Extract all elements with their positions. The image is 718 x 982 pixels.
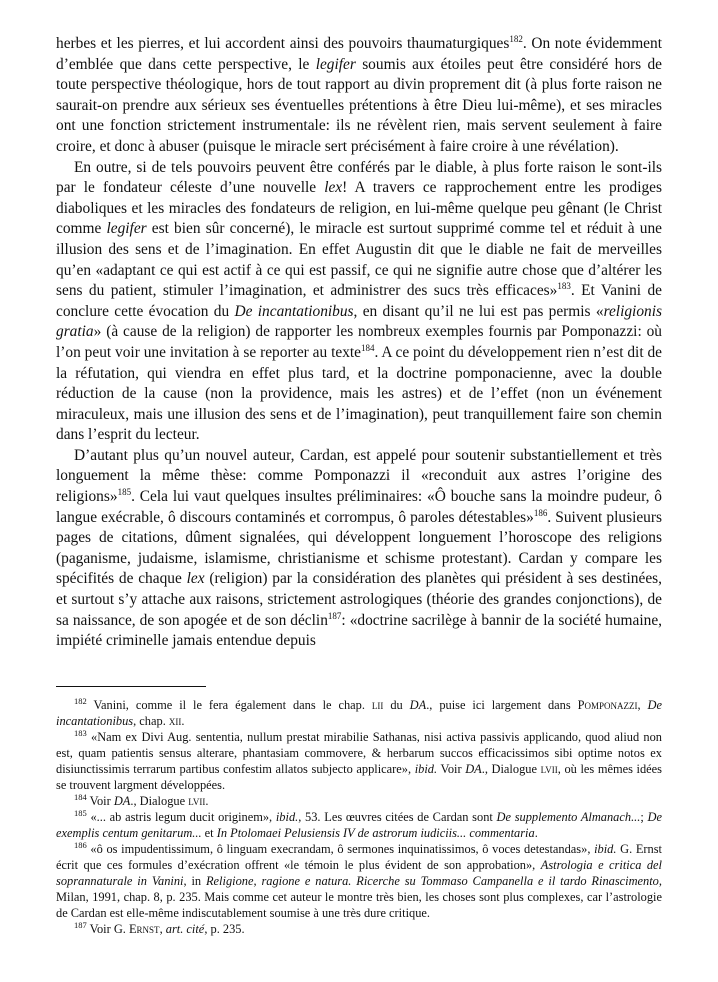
italic-term: legifer: [315, 55, 356, 73]
footnote-ref-184[interactable]: 184: [361, 342, 375, 353]
footnote-number: 185: [74, 807, 87, 818]
text-run: , p. 235.: [204, 921, 245, 936]
footnote-ref-185[interactable]: 185: [117, 486, 132, 497]
italic-abbrev: DA: [409, 697, 427, 712]
roman-numeral: lvii: [540, 761, 558, 776]
text-run: ., Dialogue: [130, 793, 189, 808]
italic-term: religionis gratia: [56, 302, 662, 341]
paragraph-2: [56, 158, 662, 446]
footnote-183: [56, 729, 662, 793]
footnote-ref-183[interactable]: 183: [557, 281, 571, 291]
italic-title: De exemplis centum genitarum...: [56, 809, 662, 840]
italic-abbrev: art. cité: [165, 921, 205, 936]
text-run: «Nam ex Divi Aug. sententia, nullum prestat mirabilie Sathanas, nisi activa passivis applicando, quod aliud non est, quam patientis sensus alterare, phantasiam commovere, & herbarum succos efficacissimos sibi optime notos ex disiunctissimis terrarum partibus confestim allatos subjecto applicare»,: [56, 729, 662, 776]
italic-title: De incantationibus: [56, 697, 662, 728]
italic-title: Astrologia e critica del soprannaturale in Vanini: [56, 857, 662, 888]
text-run: » (à cause de la religion) de rapporter les nombreux exemples fournis par Pomponazzi: où l’on peut voir une invitation à se reporter au texte: [56, 323, 662, 361]
footnote-184: [56, 793, 662, 809]
footnote-number: 186: [74, 839, 87, 850]
text-run: . Cela lui vaut quelques insultes préliminaires: «Ô bouche sans la moindre pudeur, ô langue exécrable, ô discours contaminés et corrompus, ô paroles détestables»: [56, 488, 662, 526]
text-run: «... ab astris legum ducit originem»,: [86, 809, 276, 824]
text-run: (religion) par la considération des planètes qui président à ses destinées, et surtout s’y attache aux raisons, strictement astrologiques (théorie des grandes conjonctions), de sa naissance, de son apogée et de son déclin: [56, 570, 662, 629]
roman-numeral: lvii: [188, 793, 206, 808]
italic-abbrev: ibid.: [594, 841, 617, 856]
text-run: ., Dialogue: [481, 761, 541, 776]
footnote-185: [56, 809, 662, 841]
italic-abbrev: DA: [113, 793, 131, 808]
text-run: . On note évidemment d’emblée que dans cette perspective, le: [56, 35, 662, 73]
text-run: G. Ernst écrit que ces formules d’exécration offrent «le témoin le plus évident de son approbation»,: [56, 841, 662, 872]
text-run: , en disant qu’il ne lui est pas permis «: [353, 302, 604, 320]
text-run: , in: [183, 873, 206, 888]
footnote-rule: [56, 686, 206, 687]
text-run: , chap.: [133, 713, 169, 728]
text-run: et: [201, 825, 217, 840]
text-run: Voir: [437, 761, 466, 776]
author-name: Ernst: [128, 921, 160, 936]
text-run: , où les mêmes idées se trouvent largment développées.: [56, 761, 662, 792]
italic-term: lex: [324, 179, 343, 197]
paragraph-3: [56, 446, 662, 652]
text-run: .: [181, 713, 185, 728]
text-run: En outre, si de tels pouvoirs peuvent être conférés par le diable, à plus forte raison le sont-ils par le fondateur céleste d’une nouvelle: [56, 158, 662, 197]
text-run: , 53. Les œuvres citées de Cardan sont: [298, 809, 497, 824]
footnotes: [56, 697, 662, 937]
italic-title: Religione, ragione e natura. Ricerche su Tommaso Campanella e il tardo Rinascimento: [205, 873, 659, 888]
roman-numeral: lii: [371, 697, 384, 712]
text-run: . A ce point du développement rien n’est dit de la réfutation, qui viendra en effet plus tard, et la doctrine pomponacienne, avec la double réduction de la cause (non la providence, mais les astres) et de l’effet (non un événement miraculeux, mais une illusion des sens et de l’imagination), peut tranquillement faire son chemin dans l’esprit du lecteur.: [56, 343, 662, 444]
text-run: est bien sûr concerné), le miracle est surtout supprimé comme tel et réduit à une illusion des sens et de l’imagination. En effet Augustin dit que le diable ne fait de merveilles qu’en «adaptant ce qui est actif à ce qui est passif, ce qui ne signifie autre chose que d’altérer les sens du patient, stimuler l’imagination, et administrer des sucs très efficaces»: [56, 220, 663, 300]
italic-title: De supplemento Almanach...: [496, 809, 641, 824]
text-run: .: [534, 825, 538, 840]
footnote-186: [56, 841, 662, 921]
text-run: : «doctrine sacrilège à bannir de la société humaine, impiété criminelle jamais entendue depuis: [56, 611, 662, 650]
body-text: [56, 34, 662, 652]
italic-term: lex: [186, 570, 205, 588]
text-run: ., puise ici largement dans: [426, 697, 578, 712]
footnote-number: 187: [74, 919, 87, 930]
italic-term: legifer: [106, 220, 147, 238]
paragraph-1: [56, 34, 662, 158]
text-run: .: [205, 793, 209, 808]
text-run: «ô os impudentissimum, ô linguam execrandam, ô sermones inquinatissimos, ô voces detestandas»,: [86, 841, 595, 856]
text-run: Voir G.: [86, 921, 129, 936]
text-run: Vanini, comme il le fera également dans le chap.: [86, 697, 372, 712]
italic-abbrev: ibid.: [275, 809, 299, 824]
footnote-ref-182[interactable]: 182: [509, 33, 523, 44]
text-run: D’autant plus qu’un nouvel auteur, Cardan, est appelé pour soutenir substantiellement et très longuement la même thèse: comme Pomponazzi il «reconduit aux astres l’origine des religions»: [56, 446, 662, 506]
page: [56, 34, 662, 937]
text-run: soumis aux étoiles peut être considéré hors de toute perspective théologique, hors de tout rapport au divin proprement dit (à plus forte raison ne saurait-on prendre aux sérieux ses éventuelles prétentions à être Dieu lui-même), et ses miracles ont une fonction strictement instrumentale: ils ne révèlent rien, mais servent seulement à faire croire, et donc à abuser (puisque le miracle sert précisément à faire croire à une révélation).: [56, 55, 663, 155]
text-run: ,: [637, 697, 648, 712]
footnote-number: 184: [74, 791, 87, 802]
text-run: du: [383, 697, 410, 712]
text-run: . Suivent plusieurs pages de citations, dûment signalées, qui développent longuement l’horoscope des religions (paganisme, judaisme, islamisme, christianisme et schisme protestant). Cardan y compare les spécifités de chaque: [56, 508, 662, 588]
text-run: ,: [159, 921, 166, 936]
roman-numeral: xii: [168, 713, 182, 728]
text-run: . Et Vanini de conclure cette évocation du: [56, 282, 663, 320]
author-name: Pomponazzi: [577, 697, 638, 712]
footnote-187: [56, 921, 662, 937]
footnote-ref-187[interactable]: 187: [327, 610, 342, 621]
italic-abbrev: ibid.: [414, 761, 438, 776]
italic-abbrev: DA: [465, 761, 482, 776]
text-run: ;: [640, 809, 648, 824]
footnote-number: 183: [74, 727, 87, 738]
text-run: ! A travers ce rapprochement entre les prodiges diaboliques et les miracles des fondateurs de religion, en lui-même quelque peu gênant (le Christ comme: [56, 179, 663, 238]
footnote-number: 182: [74, 695, 87, 706]
text-run: , Milan, 1991, chap. 8, p. 235. Mais comme cet auteur le montre très bien, les choses sont plus complexes, car l’astrologie de Cardan est elle-même indiscutablement soumise à une très dure critique.: [56, 873, 662, 920]
text-run: Voir: [86, 793, 114, 808]
text-run: herbes et les pierres, et lui accordent ainsi des pouvoirs thaumaturgiques: [56, 35, 510, 52]
italic-title: De incantationibus: [234, 302, 354, 320]
italic-title: In Ptolomaei Pelusiensis IV de astrorum iudiciis... commentaria: [216, 825, 535, 840]
footnote-182: [56, 697, 662, 729]
footnote-ref-186[interactable]: 186: [533, 507, 548, 518]
